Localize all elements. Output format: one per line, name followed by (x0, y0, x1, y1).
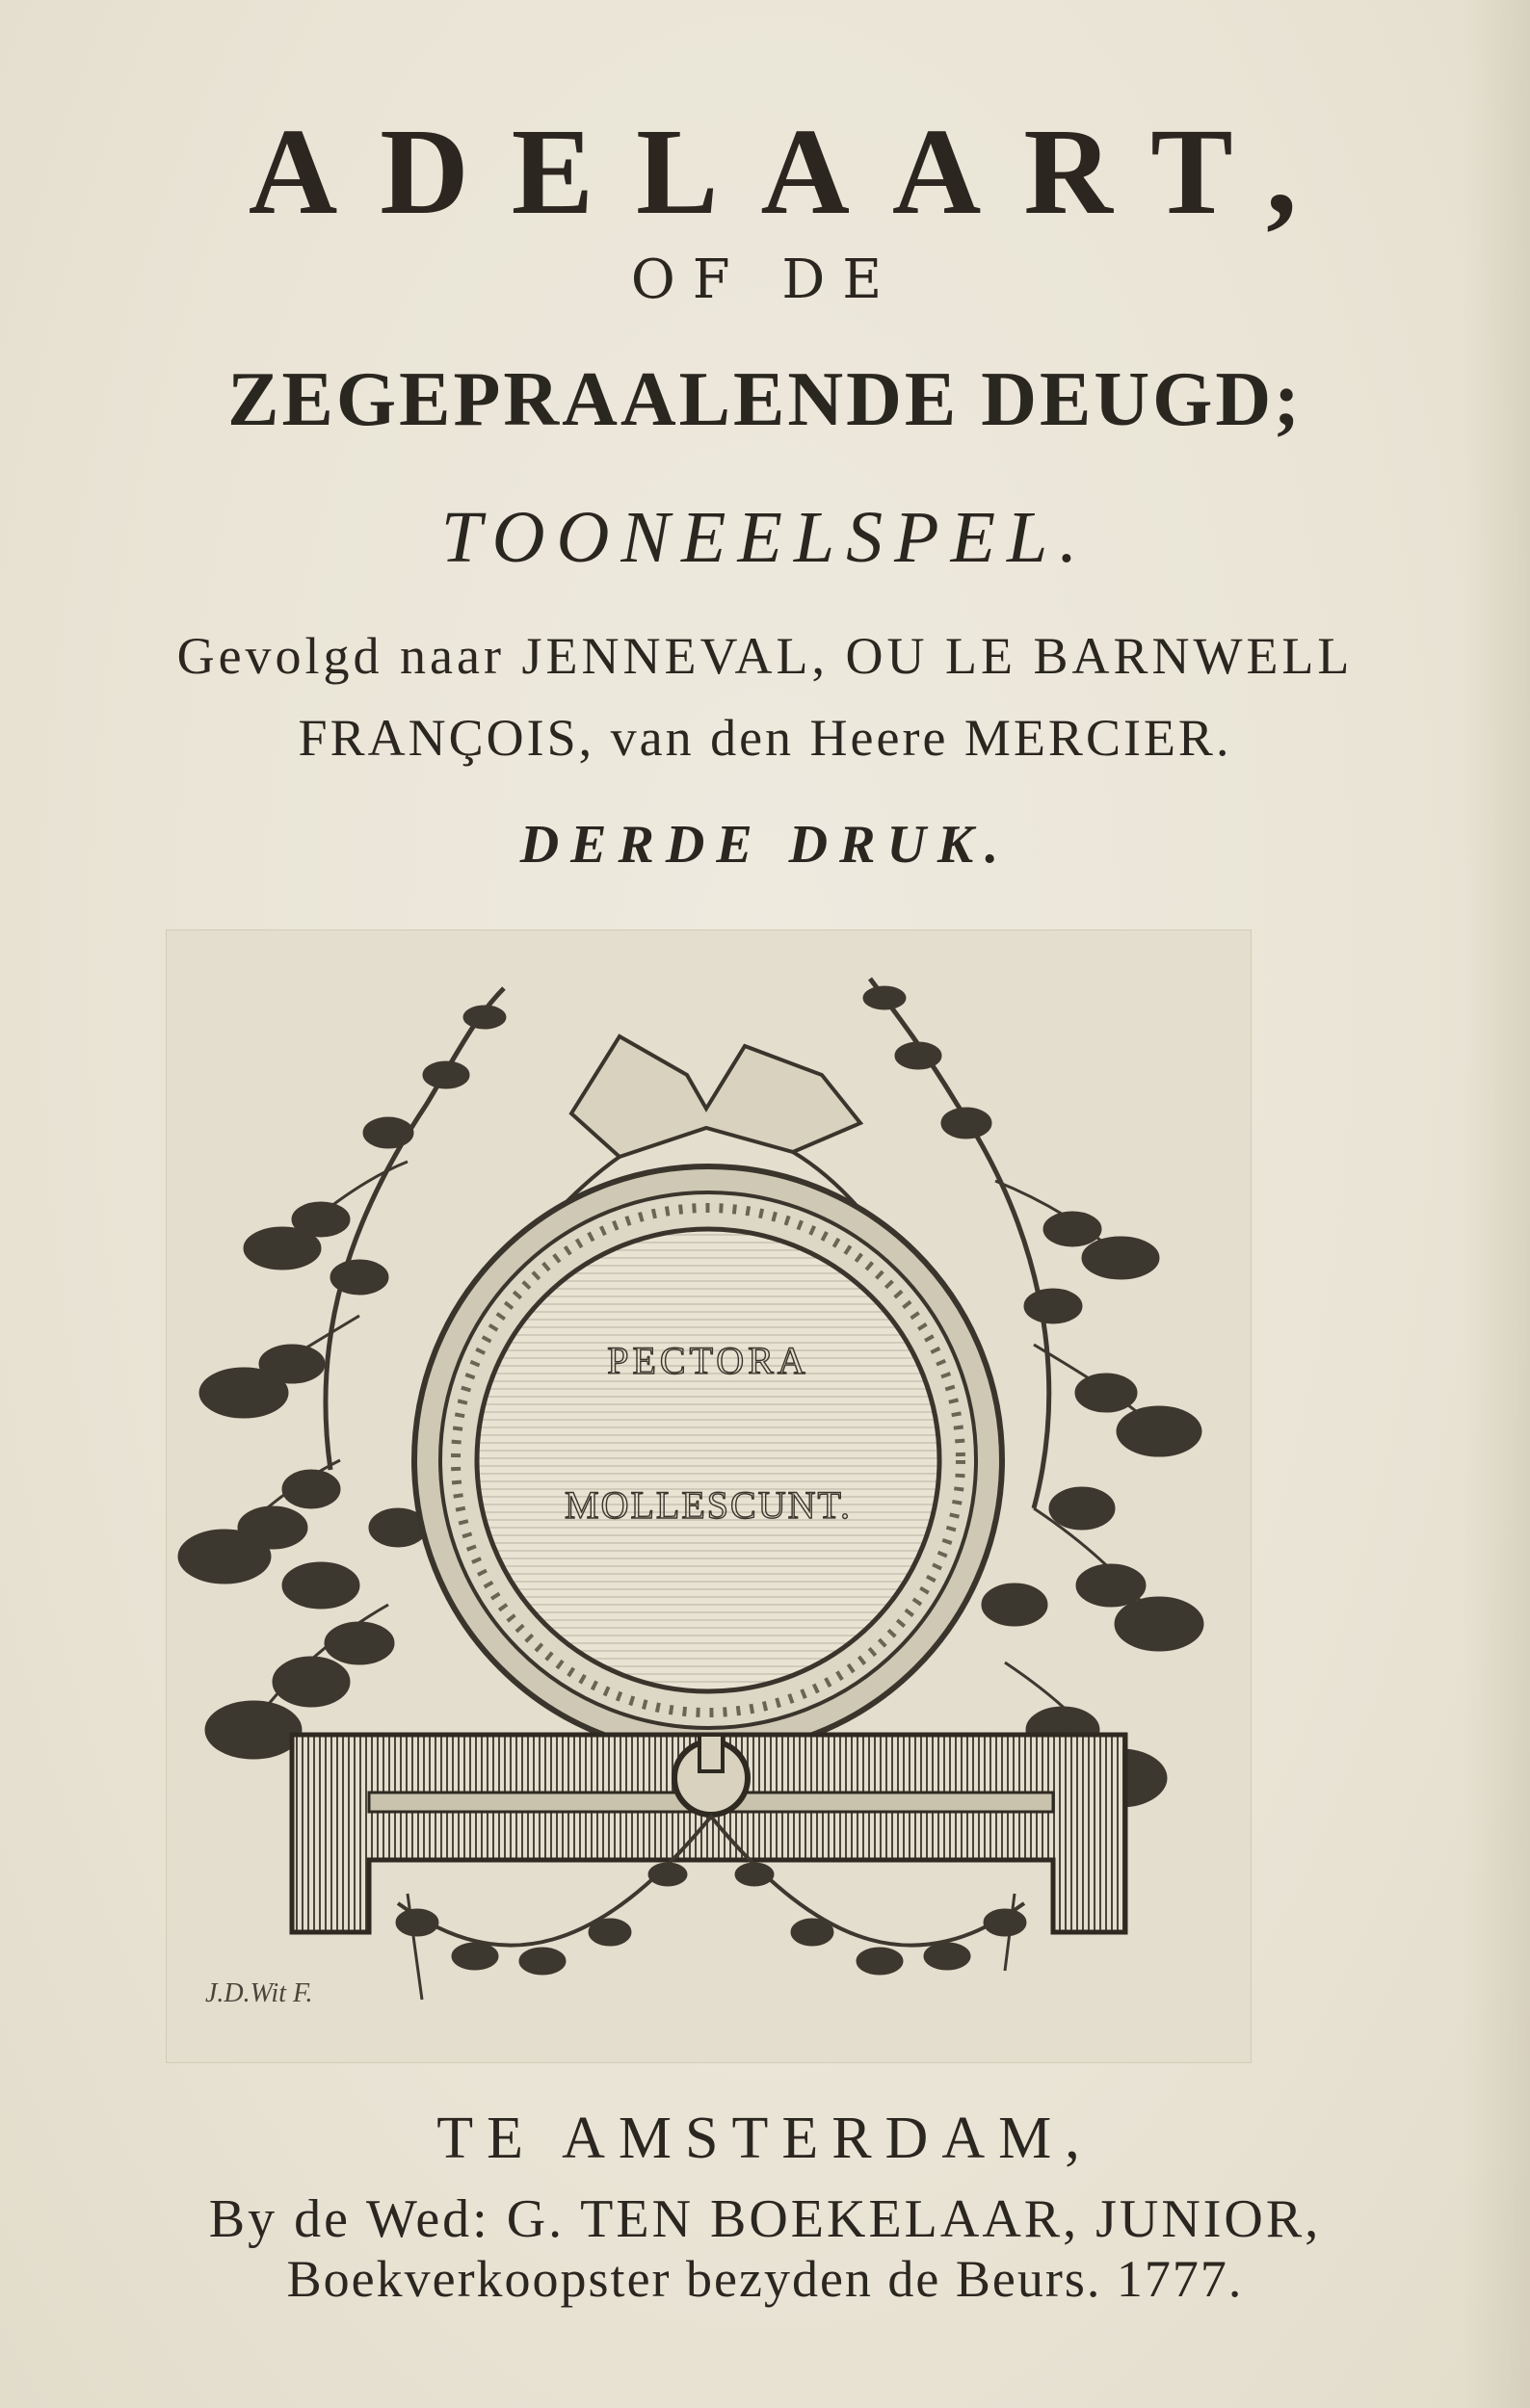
imprint-address-year: Boekverkoopster bezyden de Beurs. 1777. (286, 2250, 1244, 2308)
book-title: ADELAART, (248, 103, 1340, 240)
engraver-signature: J.D.Wit F. (205, 1978, 313, 2008)
engraved-vignette-plate (166, 929, 1252, 2063)
imprint-place: TE AMSTERDAM, (436, 2106, 1094, 2171)
pedestal (292, 1735, 1125, 1932)
source-line-2: FRANÇOIS, van den Heere MERCIER. (298, 709, 1232, 767)
motto-line-2: MOLLESCUNT. (565, 1483, 852, 1527)
edition-label: DERDE DRUK. (519, 815, 1011, 875)
genre-label: TOONEELSPEL. (440, 497, 1090, 578)
vignette-illustration (167, 930, 1251, 2062)
medallion (414, 1166, 1002, 1754)
subtitle-main: ZEGEPRAALENDE DEUGD; (227, 357, 1303, 442)
subtitle-of: OF DE (630, 249, 900, 311)
imprint-publisher: By de Wed: G. TEN BOEKELAAR, JUNIOR, (208, 2189, 1322, 2249)
source-line-1: Gevolgd naar JENNEVAL, OU LE BARNWELL (176, 627, 1354, 685)
motto-line-1: PECTORA (607, 1339, 809, 1382)
